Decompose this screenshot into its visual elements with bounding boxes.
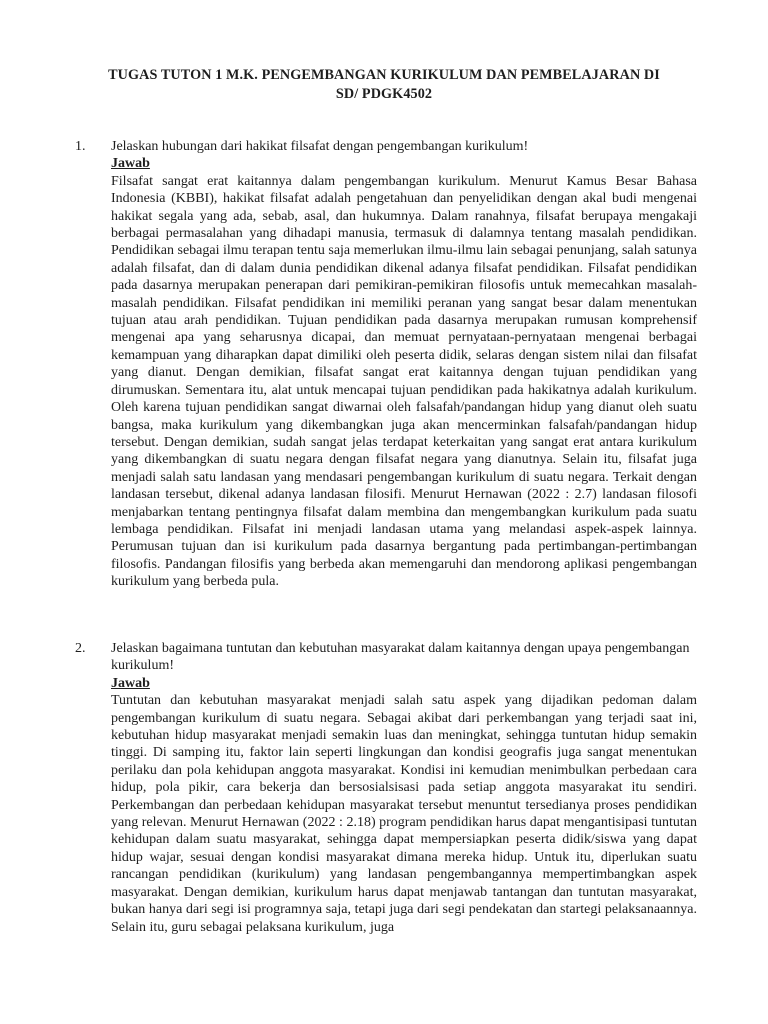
question-number: 2. [75, 641, 86, 656]
title-line-2: SD/ PDGK4502 [335, 86, 433, 102]
answer-text: Tuntutan dan kebutuhan masyarakat menjadi salah satu aspek yang dijadikan pedoman dalam pengembangan kurikulum di suatu negara. Sebagai akibat dari perkembangan yang terjadi saat ini, kebutuhan hidup masyarakat menjadi semakin luas dan meningkat, sehingga tuntutan hidup semakin tinggi. Di samping itu, faktor lain seperti lingkungan dan kondisi geografis juga sangat menentukan perilaku dan pola kehidupan anggota masyarakat. Kondisi ini kemudian menimbulkan perbedaan cara hidup, pola pikir, cara bekerja dan bersosialsisasi pada setiap anggota masyarakat itu sendiri. Perkembangan dan perbedaan kehidupan masyarakat tersebut menuntut tersedianya proses pendidikan yang relevan. Menurut Hernawan (2022 : 2.18) program pendidikan harus dapat mengantisipasi tuntutan kehidupan dalam suatu masyarakat, sehingga dapat mempersiapkan peserta didik/siswa yang dapat hidup wajar, sesuai dengan kondisi masyarakat dimana mereka hidup. Untuk itu, diperlukan suatu rancangan pendidikan (kurikulum) yang landasan pengembangannya mempertimbangkan aspek masyarakat. Dengan demikian, kurikulum harus dapat menjawab tantangan dan tuntutan masyarakat, bukan hanya dari segi isi programnya saja, tetapi juga dari segi pendekatan dan startegi pelaksanaannya. Selain itu, guru sebagai pelaksana kurikulum, juga [111, 693, 697, 935]
answer-text: Filsafat sangat erat kaitannya dalam pengembangan kurikulum. Menurut Kamus Besar Bahasa Indonesia (KBBI), hakikat filsafat adalah pengetahuan dan penyelidikan dengan akal budi mengenai hakikat segala yang ada, sebab, asal, dan hukumnya. Dalam ranahnya, filsafat berupaya mengakaji berbagai permasalahan yang dihadapi manusia, termasuk di dalamnya tentang masalah pendidikan. Pendidikan sebagai ilmu terapan tentu saja memerlukan ilmu-ilmu lain sebagai penunjang, salah satunya adalah filsafat, dan di dalam dunia pendidikan dikenal adanya filsafat pendidikan. Filsafat pendidikan pada dasarnya merupakan penerapan dari pemikiran-pemikiran filosofis untuk memecahkan masalah-masalah pendidikan. Filsafat pendidikan ini memiliki peranan yang sangat besar dalam menentukan tujuan atau arah pendidikan. Tujuan pendidikan pada dasarnya merupakan rumusan komprehensif mengenai apa yang seharusnya dicapai, dan memuat pernyataan-pernyataan mengenai berbagai kemampuan yang diharapkan dapat dimiliki oleh peserta didik, selaras dengan sistem nilai dan filsafat yang dianut. Dengan demikian, filsafat sangat erat kaitannya dengan tujuan pendidikan yang dirumuskan. Sementara itu, alat untuk mencapai tujuan pendidikan pada hakikatnya adalah kurikulum. Oleh karena tujuan pendidikan sangat diwarnai oleh falsafah/pandangan hidup yang dianut oleh suatu bangsa, maka kurikulum yang dikembangkan juga akan mencerminkan falsafah/pandangan hidup tersebut. Dengan demikian, sudah sangat jelas terdapat keterkaitan yang sangat erat antara kurikulum yang dikembangkan di suatu negara dengan filsafat negara yang dianutnya. Selain itu, filsafat juga menjadi salah satu landasan yang mendasari pengembangan kurikulum di suatu negara. Terkait dengan landasan tersebut, dikenal adanya landasan filosifi. Menurut Hernawan (2022 : 2.7) landasan filosofi menjabarkan tentang pentingnya filsafat dalam membina dan mengembangkan kurikulum pada suatu lembaga pendidikan. Filsafat ini menjadi landasan utama yang melandasi aspek-aspek lainnya. Perumusan tujuan dan isi kurikulum pada dasarnya bergantung pada pertimbangan-pertimbangan filosofis. Pandangan filosifis yang berbeda akan memengaruhi dan mendorong aplikasi pengembangan kurikulum yang berbeda pula. [111, 173, 697, 590]
question-number: 1. [75, 139, 86, 154]
answer-label: Jawab [111, 675, 150, 691]
title-line-1: TUGAS TUTON 1 M.K. PENGEMBANGAN KURIKULUM DAN PEMBELAJARAN DI [108, 67, 660, 83]
question-text: Jelaskan bagaimana tuntutan dan kebutuhan masyarakat dalam kaitannya dengan upaya pengembangan kurikulum! [111, 641, 690, 674]
question-body [111, 640, 697, 936]
question-text: Jelaskan hubungan dari hakikat filsafat dengan pengembangan kurikulum! [111, 139, 529, 154]
answer-label: Jawab [111, 156, 150, 172]
document-title [60, 66, 708, 104]
question-body [111, 138, 697, 591]
